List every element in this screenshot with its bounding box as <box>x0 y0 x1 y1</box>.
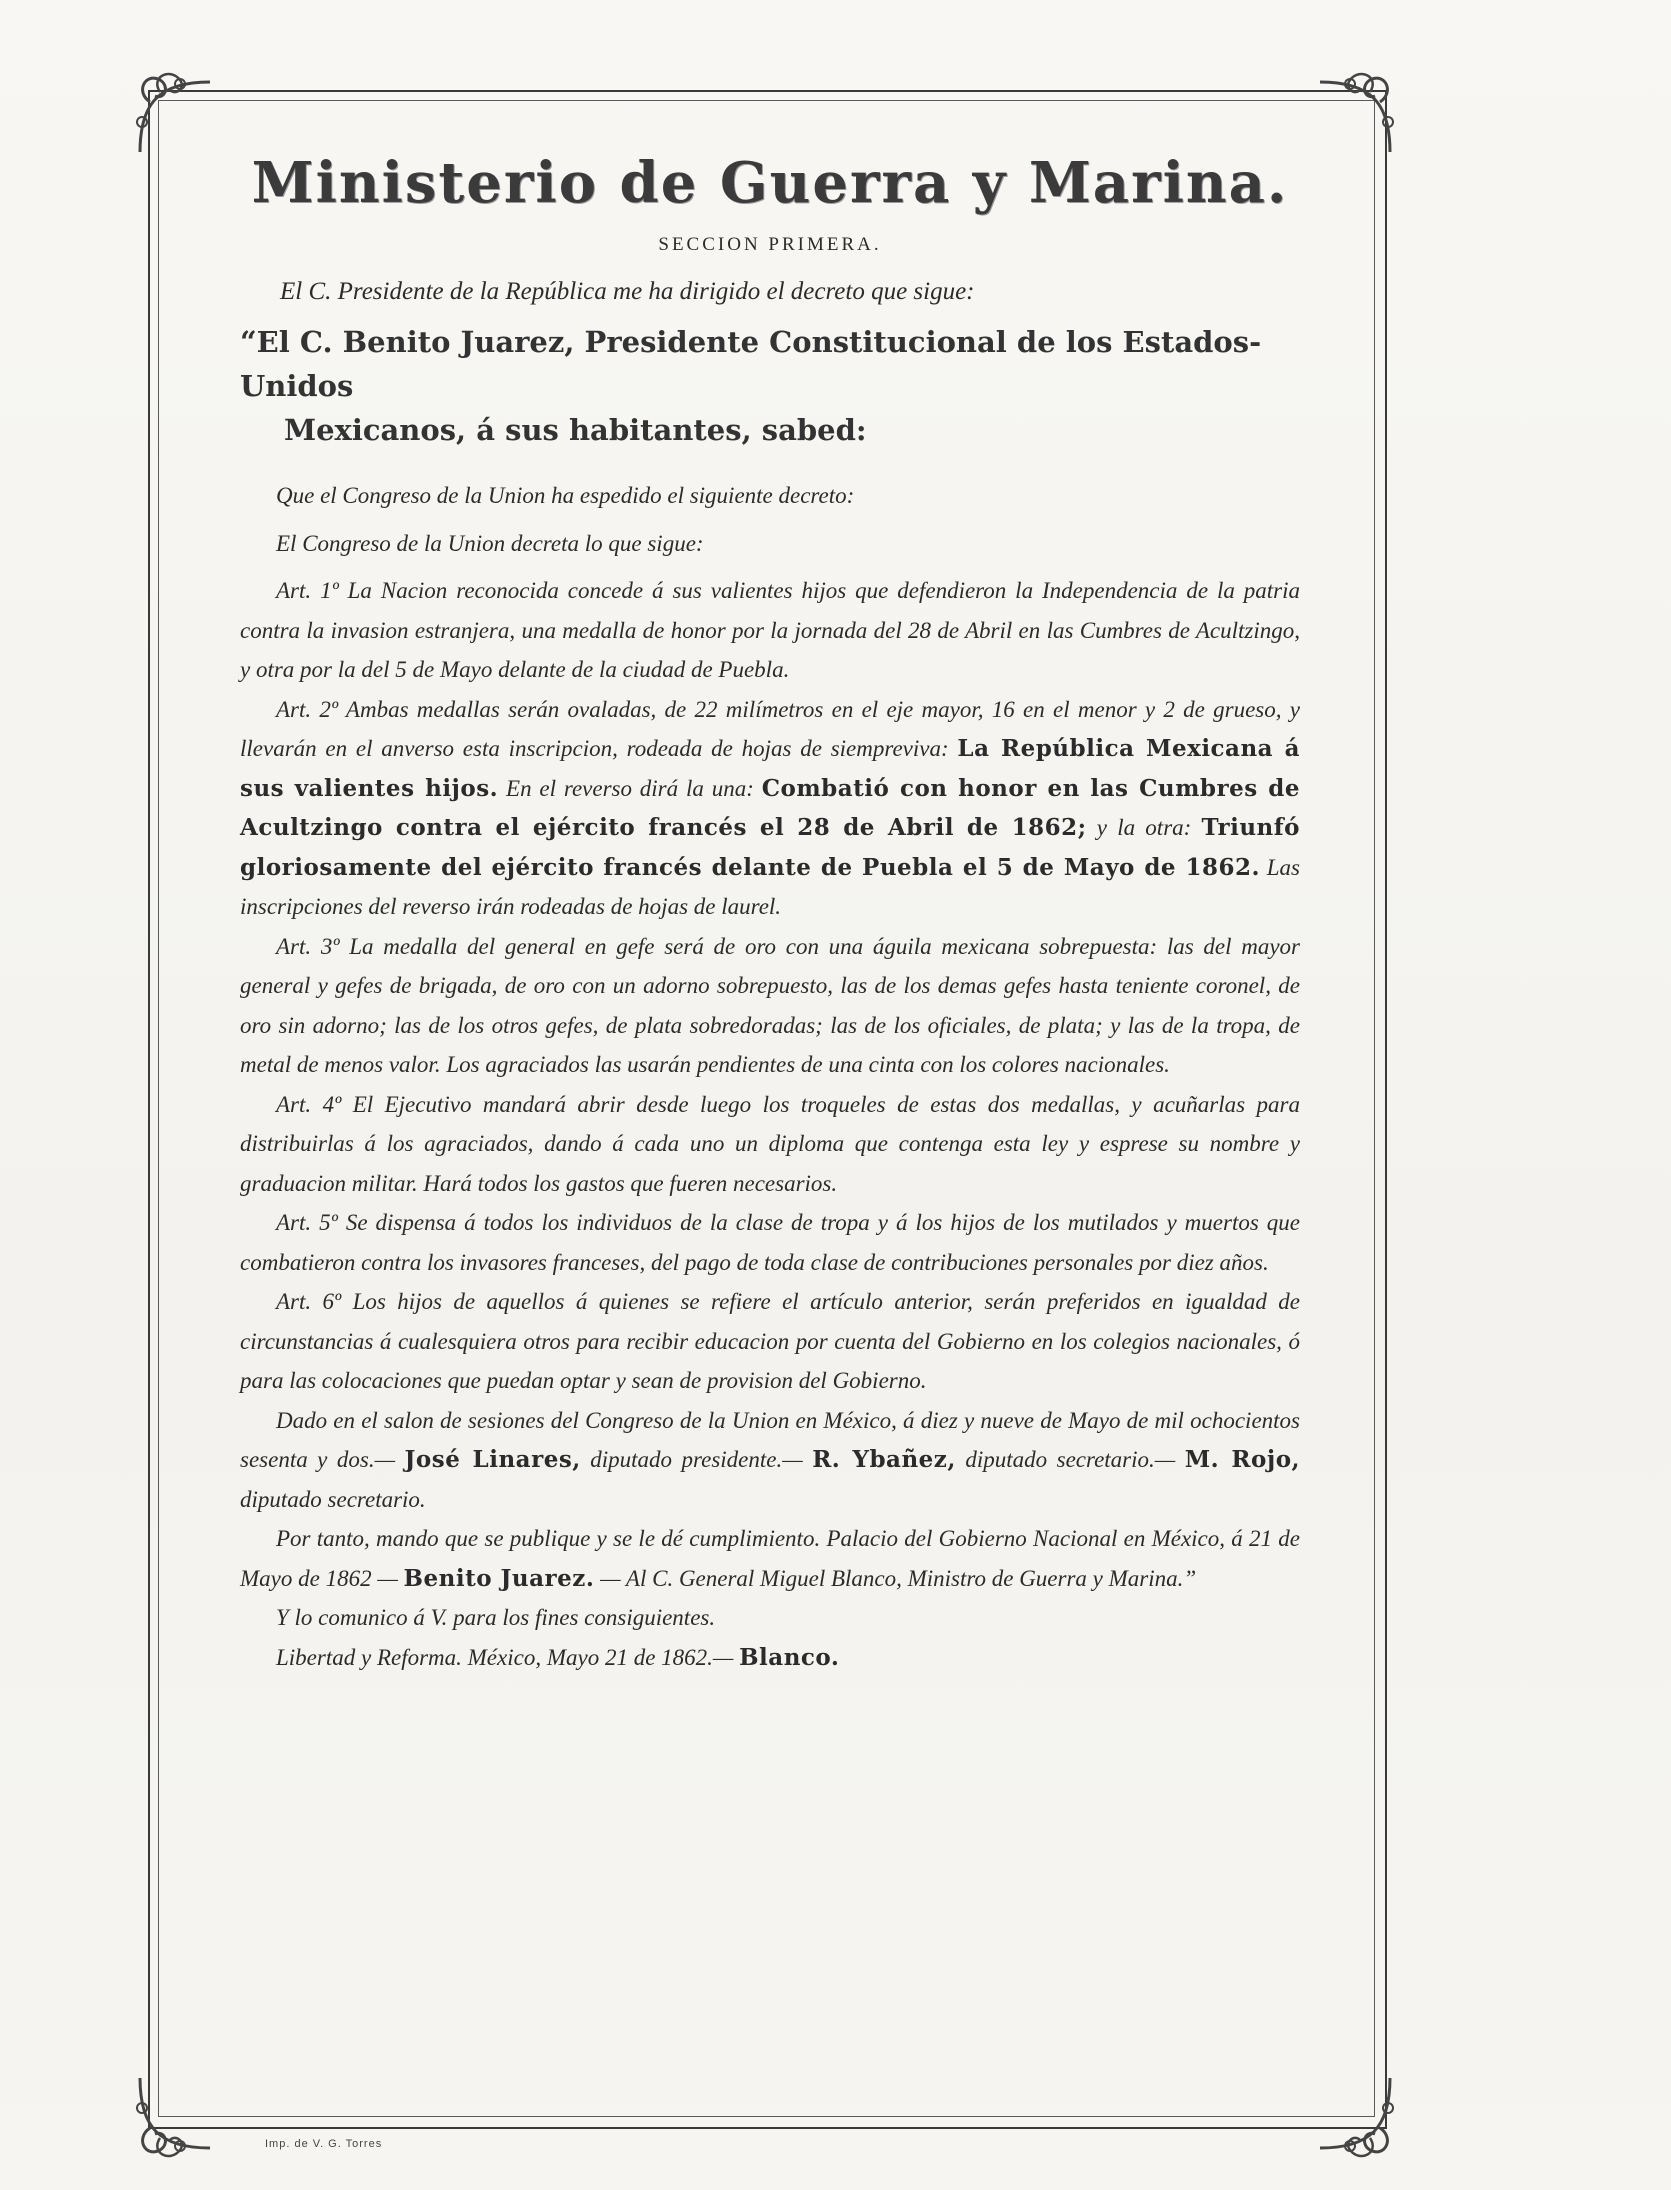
signatory-name: Benito Juarez. <box>403 1564 595 1592</box>
article-label: Art. 1º <box>276 578 339 603</box>
decree-heading <box>240 320 1300 452</box>
article-text: Ambas medallas serán ovaladas, de 22 milímetros en el eje mayor, 16 en el menor y 2 de grueso, y llevarán en el anverso esta inscripcion, rodeada de hojas de siempreviva: <box>240 696 1300 761</box>
corner-ornament-icon <box>1300 2058 1410 2168</box>
portanto-paragraph <box>240 1519 1300 1598</box>
signatory-name: Blanco. <box>739 1643 840 1671</box>
dado-text: diputado secretario.— <box>965 1447 1176 1472</box>
decree-heading-line2: Mexicanos, á sus habitantes, sabed: <box>284 413 867 447</box>
article-3 <box>240 927 1300 1085</box>
inscription-reverse-1: Combatió con honor en las Cumbres de Acultzingo contra el ejército francés el 28 de Abril de 1862; <box>240 774 1301 841</box>
article-label: Art. 2º <box>276 696 339 722</box>
portanto-text: Por tanto, mando que se publique y se le dé cumplimiento. Palacio del Gobierno Nacional en México, á 21 de Mayo de 1862 — <box>240 1526 1300 1591</box>
imprint-line: Imp. de V. G. Torres <box>265 2138 383 2150</box>
inscription-obverse: La República Mexicana á sus valientes hijos. <box>240 735 1301 802</box>
intro-line: El C. Presidente de la República me ha dirigido el decreto que sigue: <box>280 278 975 305</box>
article-text: Las inscripciones del reverso irán rodeadas de hojas de laurel. <box>240 854 1300 919</box>
article-label: Art. 3º <box>276 933 340 959</box>
article-1 <box>240 571 1300 690</box>
article-text: La medalla del general en gefe será de oro con una águila mexicana sobrepuesta: las del mayor general y gefes de brigada, de oro con un adorno sobrepuesto, las de los demas gefes hasta teniente coronel, de oro sin adorno; las de los otros gefes, de plata sobredoradas; las de los oficiales, de plata; y las de la tropa, de metal de menos valor. Los agraciados las usarán pendientes de una cinta con los colores nacionales. <box>240 933 1301 1077</box>
article-5 <box>240 1203 1300 1282</box>
que-line: Que el Congreso de la Union ha espedido el siguiente decreto: <box>276 483 855 508</box>
corner-ornament-icon <box>1300 62 1410 172</box>
article-4 <box>240 1085 1300 1204</box>
corner-ornament-icon <box>120 2058 230 2168</box>
portanto-text: — Al C. General Miguel Blanco, Ministro de Guerra y Marina.” <box>600 1565 1197 1591</box>
article-text: Los hijos de aquellos á quienes se refiere el artículo anterior, serán preferidos en igualdad de circunstancias á cualesquiera otros para recibir educacion por cuenta del Gobierno en los colegios nacionales, ó para las colocaciones que puedan optar y sean de provision del Gobierno. <box>240 1289 1300 1393</box>
article-text: y la otra: <box>1096 815 1192 840</box>
signatory-name: M. Rojo, <box>1184 1446 1301 1473</box>
signatory-name: R. Ybañez, <box>812 1446 956 1473</box>
libertad-text: Libertad y Reforma. México, Mayo 21 de 1862.— <box>276 1644 734 1670</box>
document-body <box>240 150 1300 1677</box>
signatory-name: José Linares, <box>404 1446 581 1473</box>
congreso-line: El Congreso de la Union decreta lo que sigue: <box>276 530 704 556</box>
article-text: En el reverso dirá la una: <box>506 775 754 801</box>
article-label: Art. 4º <box>276 1091 342 1117</box>
article-label: Art. 6º <box>276 1289 342 1314</box>
article-text: El Ejecutivo mandará abrir desde luego los troqueles de estas dos medallas, y acuñarlas para distribuirlas á los agraciados, dando á cada uno un diploma que contenga esta ley y esprese su nombre y graduacion militar. Hará todos los gastos que fueren necesarios. <box>240 1091 1300 1196</box>
dado-text: Dado en el salon de sesiones del Congreso de la Union en México, á diez y nueve de Mayo de mil ochocientos sesenta y dos.— <box>240 1407 1300 1472</box>
inscription-reverse-2: Triunfó gloriosamente del ejército francés delante de Puebla el 5 de Mayo de 1862. <box>240 814 1301 881</box>
article-label: Art. 5º <box>276 1210 338 1235</box>
corner-ornament-icon <box>120 62 230 172</box>
page-title: Ministerio de Guerra y Marina. <box>251 150 1289 216</box>
libertad-line <box>240 1638 1300 1678</box>
article-text: La Nacion reconocida concede á sus valientes hijos que defendieron la Independencia de la patria contra la invasion estranjera, una medalla de honor por la jornada del 28 de Abril en las Cumbres de Acultzingo, y otra por la del 5 de Mayo delante de la ciudad de Puebla. <box>240 578 1300 682</box>
section-label: SECCION PRIMERA. <box>658 234 882 255</box>
article-text: Se dispensa á todos los individuos de la clase de tropa y á los hijos de los mutilados y muertos que combatieron contra los invasores franceses, del pago de toda clase de contribuciones personales por diez años. <box>240 1210 1301 1275</box>
article-2 <box>240 690 1300 927</box>
decree-heading-line1: “El C. Benito Juarez, Presidente Constitucional de los Estados-Unidos <box>240 325 1262 403</box>
dado-text: diputado presidente.— <box>590 1447 803 1472</box>
comunico-line: Y lo comunico á V. para los fines consiguientes. <box>276 1605 716 1630</box>
dado-text: diputado secretario. <box>240 1486 426 1512</box>
article-6 <box>240 1282 1300 1401</box>
dado-paragraph <box>240 1401 1300 1520</box>
